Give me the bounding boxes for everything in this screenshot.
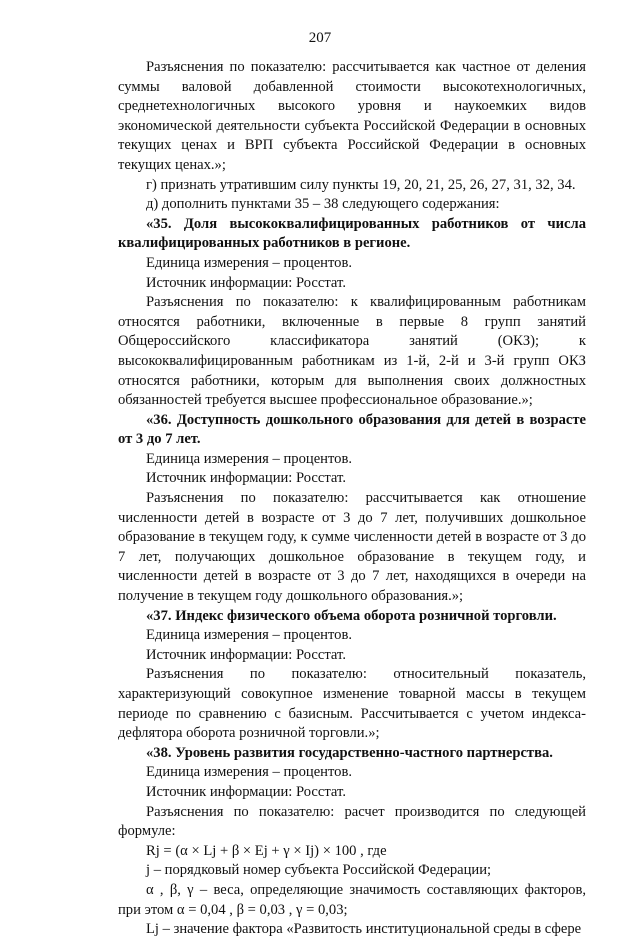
paragraph: j – порядковый номер субъекта Российской Федерации; <box>146 862 492 879</box>
page-number: 207 <box>308 30 332 46</box>
section-heading: «36. Доступность дошкольного образования для детей в возрасте от 3 до 7 лет. <box>118 411 586 448</box>
paragraph: Источник информации: Росстат. <box>146 470 346 487</box>
paragraph: Единица измерения – процентов. <box>146 254 353 271</box>
section-heading: «38. Уровень развития государственно-частного партнерства. <box>146 744 553 761</box>
paragraph: Разъяснения по показателю: расчет производится по следующей формуле: <box>118 803 586 840</box>
paragraph: Разъяснения по показателю: относительный показатель, характеризующий совокупное изменение товарной массы в текущем периоде по сравнению с базисным. Рассчитывается с учетом индекса-дефлятора оборота розничной торговли.»; <box>118 666 586 742</box>
paragraph: Единица измерения – процентов. <box>146 764 353 781</box>
paragraph: Единица измерения – процентов. <box>146 627 353 644</box>
paragraph: Единица измерения – процентов. <box>146 450 353 467</box>
formula: Rj = (α × Lj + β × Ej + γ × Ij) × 100 , где <box>146 842 387 859</box>
paragraph: Источник информации: Росстат. <box>146 274 346 291</box>
section-heading: «35. Доля высококвалифицированных работников от числа квалифицированных работников в регионе. <box>118 215 586 252</box>
paragraph: г) признать утратившим силу пункты 19, 20, 21, 25, 26, 27, 31, 32, 34. <box>146 176 576 193</box>
paragraph: Разъяснения по показателю: рассчитывается как частное от деления суммы валовой добавленной стоимости высокотехнологичных, среднетехнологичных высокого уровня и наукоемких видов экономической деятельности субъекта Российской Федерации в основных текущих ценах и ВРП субъекта Российской Федерации в основных текущих ценах.»; <box>118 59 586 173</box>
paragraph: Разъяснения по показателю: рассчитывается как отношение численности детей в возрасте от 3 до 7 лет, получивших дошкольное образование в текущем году, к сумме численности детей в возрасте от 3 до 7 лет, получающих дошкольное образование в текущем году, и численности детей в возрасте от 3 до 7 лет, находящихся в очереди на получение в текущем году дошкольного образования.»; <box>118 490 586 605</box>
paragraph: Источник информации: Росстат. <box>146 646 346 663</box>
paragraph: д) дополнить пунктами 35 – 38 следующего содержания: <box>146 196 500 213</box>
section-heading: «37. Индекс физического объема оборота розничной торговли. <box>146 607 557 624</box>
paragraph: α , β, γ – веса, определяющие значимость составляющих факторов, при этом α = 0,04 , β = 0,03 , γ = 0,03; <box>118 881 586 918</box>
document-body <box>118 58 586 940</box>
paragraph: Разъяснения по показателю: к квалифицированным работникам относятся работники, включенные в первые 8 групп занятий Общероссийского классификатора занятий (ОКЗ); к высококвалифицированным работникам из 1-й, 2-й и 3-й групп ОКЗ относятся работники, которым для выполнения своих должностных обязанностей требуется высшее профессиональное образование.»; <box>118 294 586 409</box>
paragraph: Источник информации: Росстат. <box>146 783 346 800</box>
paragraph: Lj – значение фактора «Развитость институциональной среды в сфере <box>146 921 582 938</box>
